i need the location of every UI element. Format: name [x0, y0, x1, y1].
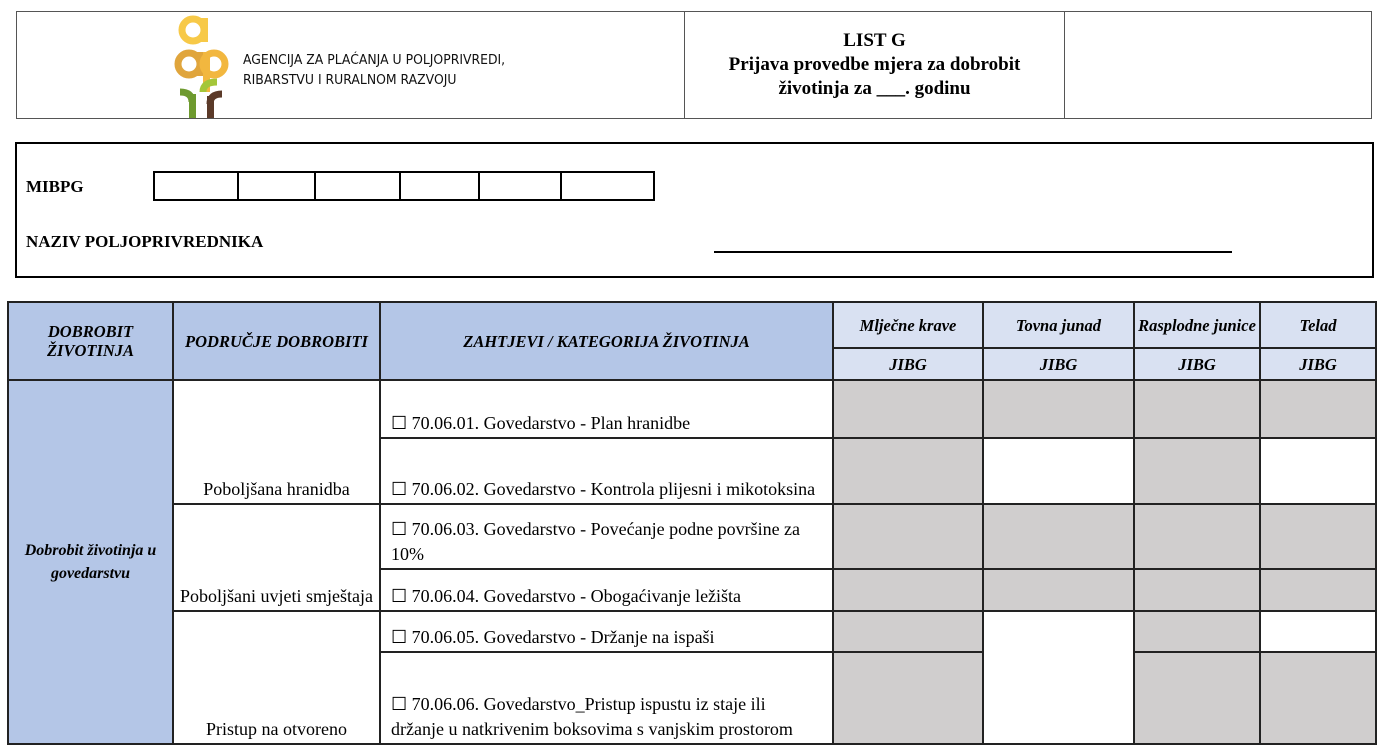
- requirement-checkbox[interactable]: ☐ 70.06.06. Govedarstvo_Pristup ispustu iz staje ili držanje u natkrivenim boksovima s vanjskim prostorom: [380, 652, 833, 744]
- jibg-cell-disabled: [1260, 652, 1376, 744]
- jibg-cell-disabled: [833, 652, 983, 744]
- mibpg-digit-box[interactable]: [239, 173, 316, 199]
- jibg-input[interactable]: [1260, 438, 1376, 504]
- farmer-name-label: NAZIV POLJOPRIVREDNIKA: [26, 232, 264, 251]
- form-title-line1: LIST G: [843, 30, 906, 51]
- requirement-checkbox[interactable]: ☐ 70.06.02. Govedarstvo - Kontrola plijesni i mikotoksina: [380, 438, 833, 504]
- mibpg-digit-box[interactable]: [401, 173, 480, 199]
- agency-name-line2: RIBARSTVU I RURALNOM RAZVOJU: [243, 72, 457, 88]
- mibpg-digit-box[interactable]: [562, 173, 653, 199]
- form-header: [16, 11, 1372, 119]
- jibg-cell-disabled: [983, 380, 1134, 438]
- mibpg-label: MIBPG: [26, 177, 84, 196]
- welfare-area: Poboljšani uvjeti smještaja: [173, 504, 380, 611]
- col-header-category: Rasplodne junice: [1134, 302, 1260, 348]
- col-header-podrucje: PODRUČJE DOBROBITI: [173, 302, 380, 380]
- welfare-area: Poboljšana hranidba: [173, 380, 380, 504]
- jibg-input[interactable]: [983, 438, 1134, 504]
- agency-name-line1: AGENCIJA ZA PLAĆANJA U POLJOPRIVREDI,: [243, 52, 506, 68]
- farmer-name-input[interactable]: [714, 251, 1232, 253]
- requirement-checkbox[interactable]: ☐ 70.06.05. Govedarstvo - Držanje na ispaši: [380, 611, 833, 652]
- mibpg-input[interactable]: [153, 171, 655, 201]
- jibg-cell-disabled: [1134, 569, 1260, 611]
- unit-header: JIBG: [983, 348, 1134, 380]
- empty-header-cell: [1065, 12, 1371, 118]
- jibg-cell-disabled: [833, 611, 983, 652]
- col-header-zahtjevi: ZAHTJEVI / KATEGORIJA ŽIVOTINJA: [380, 302, 833, 380]
- col-header-category: Telad: [1260, 302, 1376, 348]
- jibg-cell-disabled: [983, 569, 1134, 611]
- jibg-cell-disabled: [983, 504, 1134, 569]
- form-title-line2: Prijava provedbe mjera za dobrobit: [728, 54, 1021, 75]
- mibpg-digit-box[interactable]: [155, 173, 239, 199]
- jibg-input[interactable]: [983, 611, 1134, 744]
- unit-header: JIBG: [1260, 348, 1376, 380]
- mibpg-digit-box[interactable]: [316, 173, 401, 199]
- jibg-cell-disabled: [1134, 504, 1260, 569]
- unit-header: JIBG: [833, 348, 983, 380]
- requirement-checkbox[interactable]: ☐ 70.06.03. Govedarstvo - Povećanje podne površine za 10%: [380, 504, 833, 569]
- jibg-cell-disabled: [1260, 569, 1376, 611]
- col-header-category: Tovna junad: [983, 302, 1134, 348]
- col-header-category: Mlječne krave: [833, 302, 983, 348]
- requirement-checkbox[interactable]: ☐ 70.06.01. Govedarstvo - Plan hranidbe: [380, 380, 833, 438]
- jibg-cell-disabled: [833, 380, 983, 438]
- agency-cell: [17, 12, 685, 118]
- mibpg-digit-box[interactable]: [480, 173, 562, 199]
- jibg-input[interactable]: [1260, 611, 1376, 652]
- form-title: [685, 12, 1065, 118]
- jibg-cell-disabled: [1260, 504, 1376, 569]
- form-title-line3: životinja za ___. godinu: [778, 78, 971, 99]
- requirements-table: [7, 301, 1377, 745]
- welfare-area: Pristup na otvoreno: [173, 611, 380, 744]
- jibg-cell-disabled: [1134, 438, 1260, 504]
- jibg-cell-disabled: [1260, 380, 1376, 438]
- agency-logo: [167, 14, 237, 118]
- jibg-cell-disabled: [833, 438, 983, 504]
- jibg-cell-disabled: [1134, 652, 1260, 744]
- requirement-checkbox[interactable]: ☐ 70.06.04. Govedarstvo - Obogaćivanje ležišta: [380, 569, 833, 611]
- jibg-cell-disabled: [833, 569, 983, 611]
- jibg-cell-disabled: [1134, 380, 1260, 438]
- col-header-dobrobit: DOBROBIT ŽIVOTINJA: [8, 302, 173, 380]
- jibg-cell-disabled: [1134, 611, 1260, 652]
- farmer-info-box: [15, 142, 1374, 278]
- unit-header: JIBG: [1134, 348, 1260, 380]
- welfare-category: Dobrobit životinja u govedarstvu: [8, 380, 173, 744]
- jibg-cell-disabled: [833, 504, 983, 569]
